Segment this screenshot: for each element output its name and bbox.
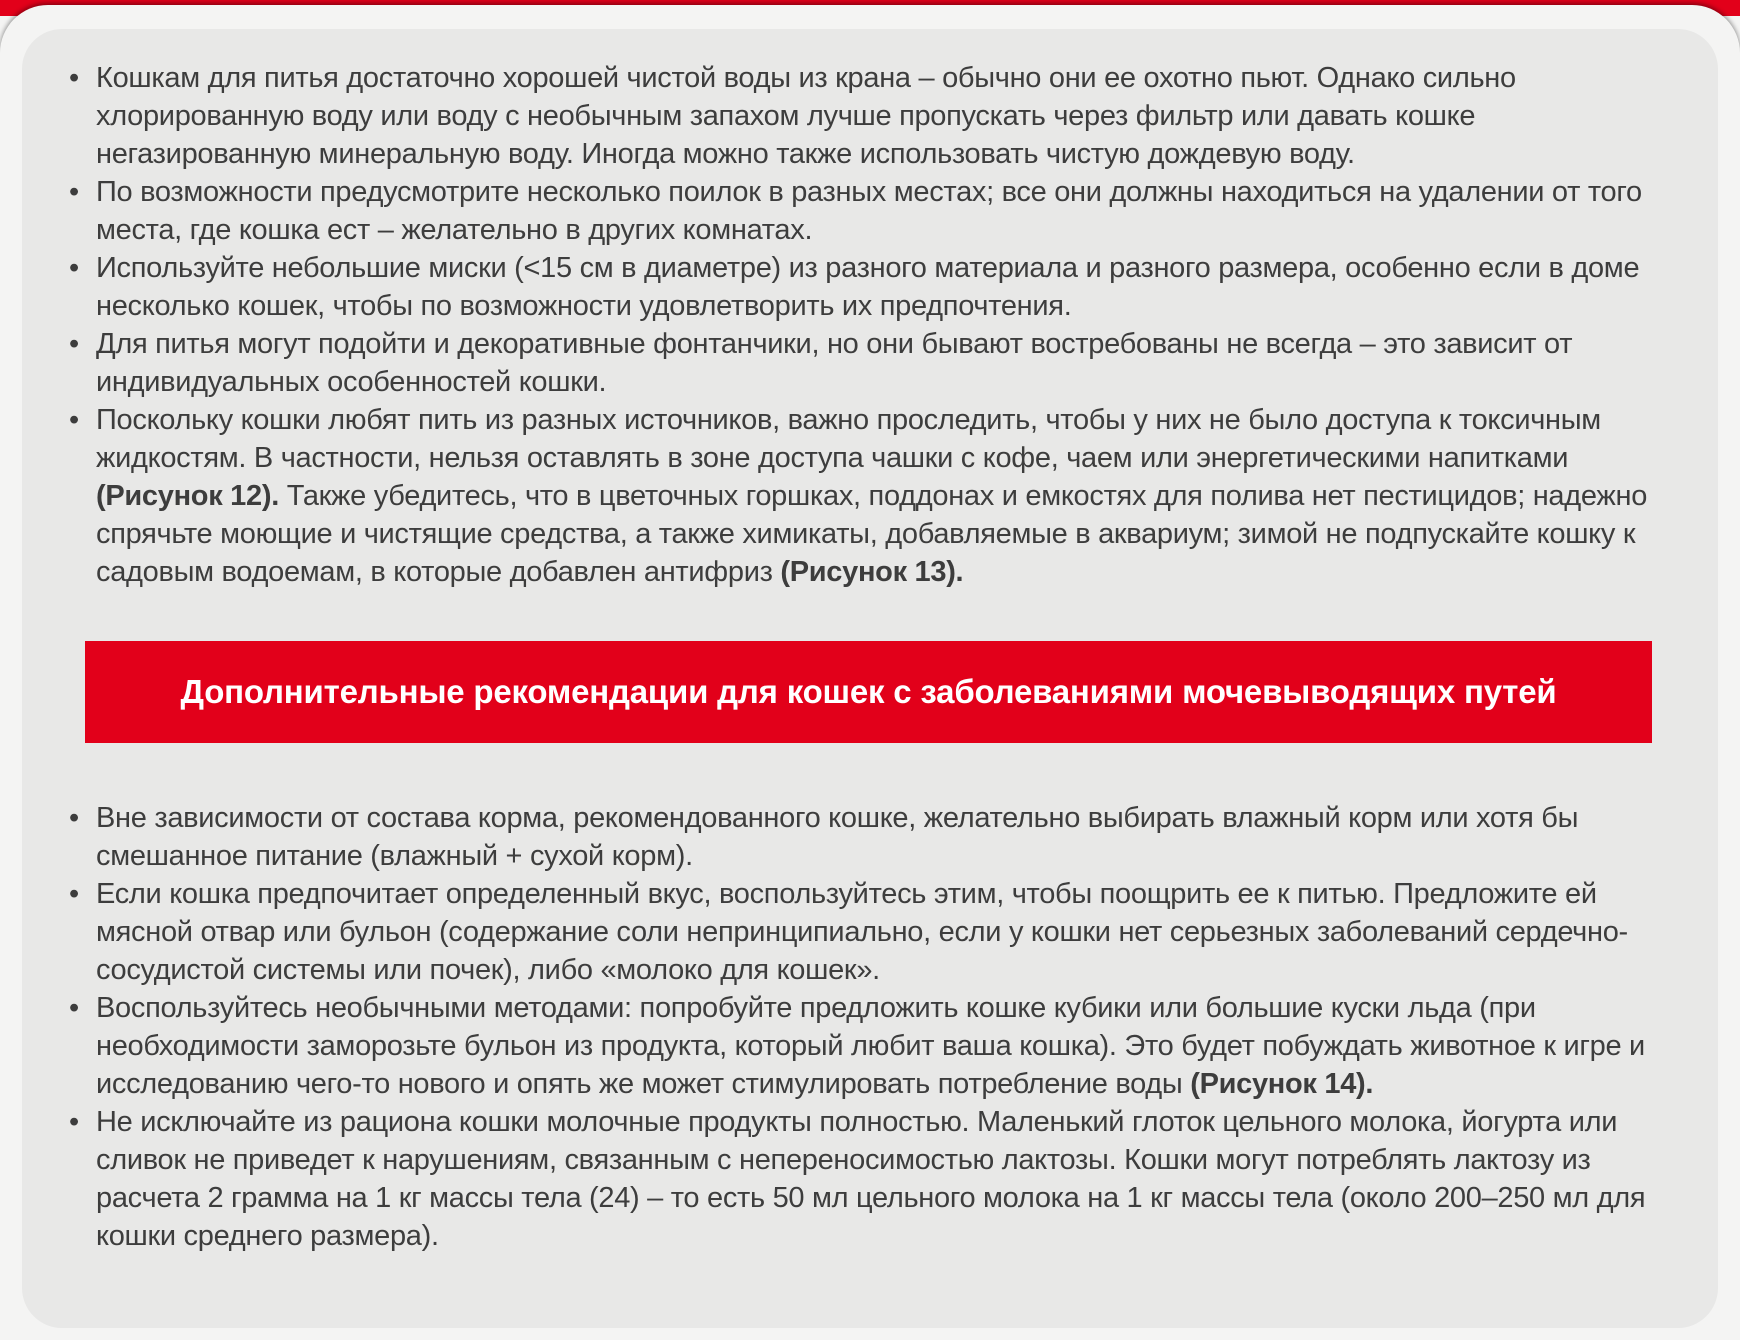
list-item <box>68 989 1674 1103</box>
section-banner <box>85 641 1652 743</box>
text-segment: По возможности предусмотрите несколько поилок в разных местах; все они должны находиться на удалении от того места, где кошка ест – желательно в других комнатах. <box>96 176 1642 246</box>
list-item <box>68 325 1674 401</box>
text-segment: Для питья могут подойти и декоративные фонтанчики, но они бывают востребованы не всегда – это зависит от индивидуальных особенностей кошки. <box>96 328 1573 398</box>
recommendations-bullet-list <box>68 799 1674 1255</box>
text-segment: Не исключайте из рациона кошки молочные продукты полностью. Маленький глоток цельного молока, йогурта или сливок не приведет к нарушениям, связанным с непереносимостью лактозы. Кошки могут потреблять лактозу из расчета 2 грамма на 1 кг массы тела (24) – то есть 50 мл цельного молока на 1 кг массы тела (около 200–250 мл для кошки среднего размера). <box>96 1106 1646 1252</box>
list-item <box>68 875 1674 989</box>
figure-reference: (Рисунок 13). <box>780 556 964 588</box>
text-segment: Вне зависимости от состава корма, рекомендованного кошке, желательно выбирать влажный корм или хотя бы смешанное питание (влажный + сухой корм). <box>96 802 1579 872</box>
text-segment: Воспользуйтесь необычными методами: попробуйте предложить кошке кубики или большие куски льда (при необходимости заморозьте бульон из продукта, который любит ваша кошка). Это будет побуждать животное к игре и исследованию чего-то нового и опять же может стимулировать потребление воды <box>96 992 1645 1100</box>
content-card <box>22 29 1718 1328</box>
list-item <box>68 799 1674 875</box>
text-segment: Если кошка предпочитает определенный вкус, воспользуйтесь этим, чтобы поощрить ее к питью. Предложите ей мясной отвар или бульон (содержание соли непринципиально, если у кошки нет серьезных заболеваний сердечно-сосудистой системы или почек), либо «молоко для кошек». <box>96 878 1628 986</box>
list-item <box>68 401 1674 591</box>
list-item <box>68 173 1674 249</box>
list-item <box>68 59 1674 173</box>
intro-bullet-list <box>68 59 1674 591</box>
text-segment: Используйте небольшие миски (<15 см в диаметре) из разного материала и разного размера, особенно если в доме несколько кошек, чтобы по возможности удовлетворить их предпочтения. <box>96 252 1640 322</box>
text-segment: Кошкам для питья достаточно хорошей чистой воды из крана – обычно они ее охотно пьют. Однако сильно хлорированную воду или воду с необычным запахом лучше пропускать через фильтр или давать кошке негазированную минеральную воду. Иногда можно также использовать чистую дождевую воду. <box>96 62 1516 170</box>
section-banner-title: Дополнительные рекомендации для кошек с заболеваниями мочевыводящих путей <box>180 673 1557 710</box>
list-item <box>68 1103 1674 1255</box>
text-segment: Также убедитесь, что в цветочных горшках, поддонах и емкостях для полива нет пестицидов; надежно спрячьте моющие и чистящие средства, а также химикаты, добавляемые в аквариум; зимой не подпускайте кошку к садовым водоемам, в которые добавлен антифриз <box>96 480 1648 588</box>
figure-reference: (Рисунок 14). <box>1190 1068 1374 1100</box>
figure-reference: (Рисунок 12). <box>96 480 279 512</box>
text-segment: Поскольку кошки любят пить из разных источников, важно проследить, чтобы у них не было доступа к токсичным жидкостям. В частности, нельзя оставлять в зоне доступа чашки с кофе, чаем или энергетическими напитками <box>96 404 1601 474</box>
list-item <box>68 249 1674 325</box>
